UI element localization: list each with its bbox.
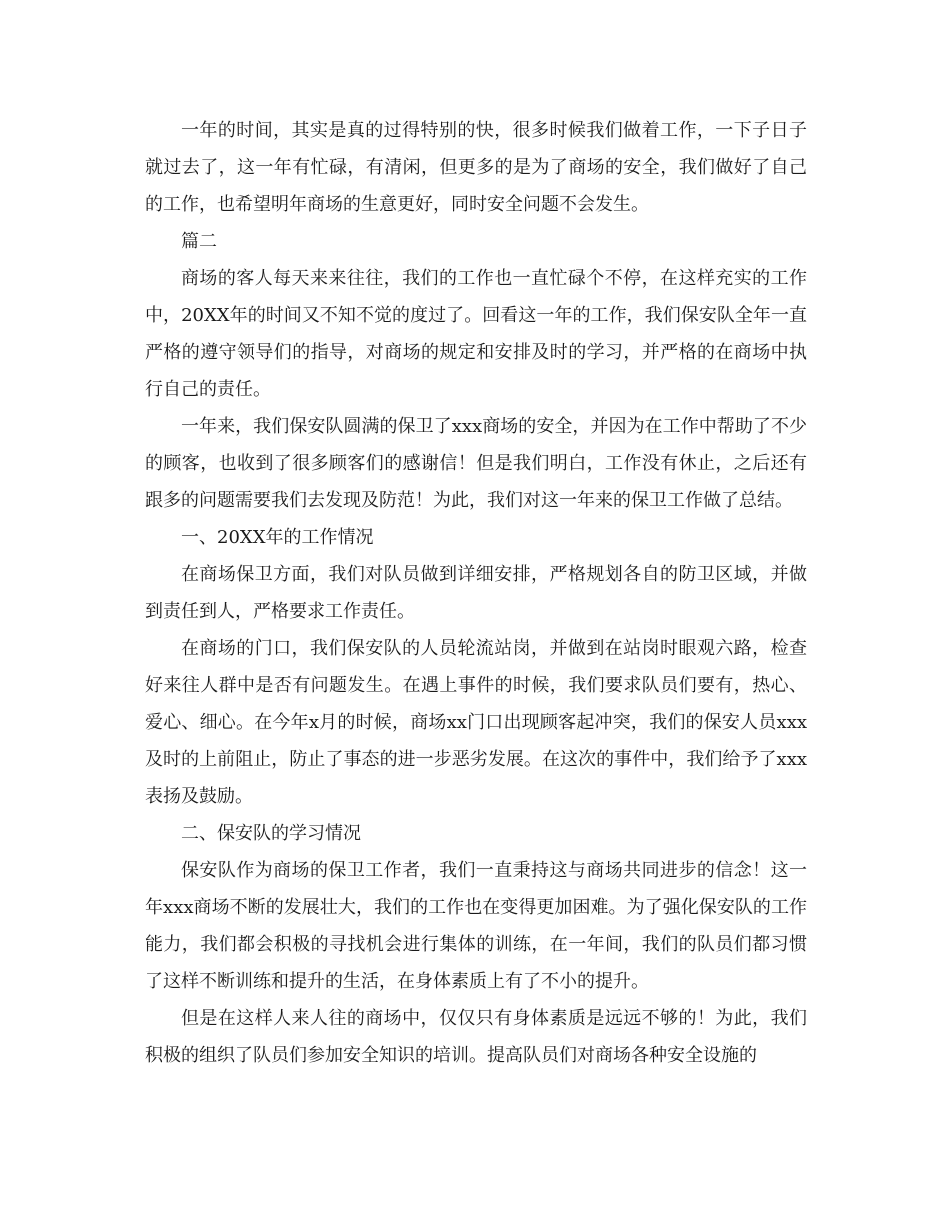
- heading-work-situation: 一、20XX年的工作情况: [181, 527, 374, 548]
- paragraph-safety-knowledge: 但是在这样人来人往的商场中，仅仅只有身体素质是远远不够的！为此，我们积极的组织了队员们参加安全知识的培训。提高队员们对商场各种安全设施的: [145, 1008, 807, 1066]
- heading-study-situation: 二、保安队的学习情况: [181, 823, 361, 844]
- paragraph-entrance-duty: 在商场的门口，我们保安队的人员轮流站岗，并做到在站岗时眼观六路，检查好来往人群中是否有问题发生。在遇上事件的时候，我们要求队员们要有，热心、爱心、细心。在今年x月的时候，商场xx门口出现顾客起冲突，我们的保安人员xxx及时的上前阻止，防止了事态的进一步恶劣发展。在这次的事件中，我们给予了xxx表扬及鼓励。: [145, 638, 807, 807]
- section-title-part-two: 篇二: [181, 231, 217, 252]
- paragraph-training: 保安队作为商场的保卫工作者，我们一直秉持这与商场共同进步的信念！这一年xxx商场不断的发展壮大，我们的工作也在变得更加困难。为了强化保安队的工作能力，我们都会积极的寻找机会进行集体的训练，在一年间，我们的队员们都习惯了这样不断训练和提升的生活，在身体素质上有了不小的提升。: [145, 860, 807, 992]
- paragraph-intro: 商场的客人每天来来往往，我们的工作也一直忙碌个不停，在这样充实的工作中，20XX年的时间又不知不觉的度过了。回看这一年的工作，我们保安队全年一直严格的遵守领导们的指导，对商场的规定和安排及时的学习，并严格的在商场中执行自己的责任。: [145, 268, 807, 400]
- paragraph-summary: 一年来，我们保安队圆满的保卫了xxx商场的安全，并因为在工作中帮助了不少的顾客，也收到了很多顾客们的感谢信！但是我们明白，工作没有休止，之后还有跟多的问题需要我们去发现及防范！为此，我们对这一年来的保卫工作做了总结。: [145, 416, 807, 511]
- paragraph-closing: 一年的时间，其实是真的过得特别的快，很多时候我们做着工作，一下子日子就过去了，这一年有忙碌，有清闲，但更多的是为了商场的安全，我们做好了自己的工作，也希望明年商场的生意更好，同时安全问题不会发生。: [145, 120, 807, 215]
- document-body: [145, 112, 807, 1074]
- paragraph-security-arrangement: 在商场保卫方面，我们对队员做到详细安排，严格规划各自的防卫区域，并做到责任到人，严格要求工作责任。: [145, 564, 807, 622]
